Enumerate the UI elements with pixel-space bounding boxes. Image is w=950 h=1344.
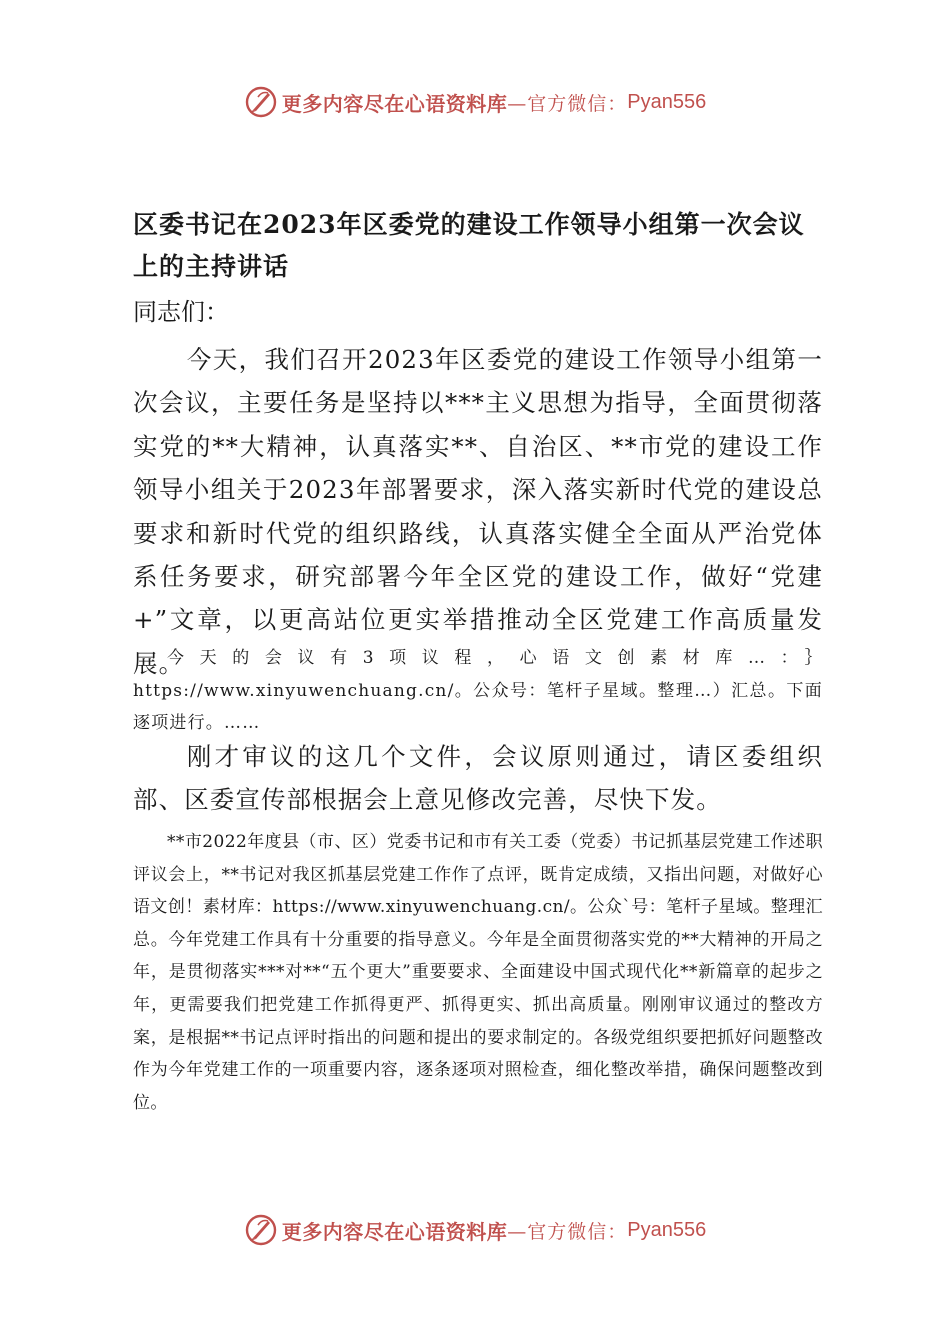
banner-wechat-id: Pyan556	[627, 90, 707, 113]
paragraph-rectification: **市2022年度县（市、区）党委书记和市有关工委（党委）书记抓基层党建工作述职评议会上，**书记对我区抓基层党建工作作了点评，既肯定成绩，又指出问题，对做好心语文创！素材库：https://www.xinyuwenchuang.cn/。公众`号：笔杆子星域。整理汇总。今年党建工作具有十分重要的指导意义。今年是全面贯彻落实党的**大精神的开局之年，是贯彻落实***对**“五个更大”重要要求、全面建设中国式现代化**新篇章的起步之年，更需要我们把党建工作抓得更严、抓得更实、抓出高质量。刚刚审议通过的整改方案，是根据**书记点评时指出的问题和提出的要求制定的。各级党组织要把抓好问题整改作为今年党建工作的一项重要内容，逐条逐项对照检查，细化整改举措，确保问题整改到位。	[133, 832, 823, 1113]
footer-banner	[0, 1208, 950, 1252]
banner-text-main: 更多内容尽在心语资料库	[281, 91, 508, 116]
banner-text-wechat-label: —官方微信：	[507, 92, 628, 115]
greeting: 同志们：	[133, 298, 229, 326]
paragraph-agenda: 今天的会议有3项议程，心语文创素材库…：｝https://www.xinyuwenchuang.cn/。公众号：笔杆子星域。整理…）汇总。下面逐项进行。……	[133, 648, 823, 734]
quill-logo-icon	[244, 1213, 278, 1247]
paragraph-approval: 刚才审议的这几个文件，会议原则通过，请区委组织部、区委宣传部根据会上意见修改完善，尽快下发。	[133, 742, 823, 815]
paragraph-opening: 今天，我们召开2023年区委党的建设工作领导小组第一次会议，主要任务是坚持以***主义思想为指导，全面贯彻落实党的**大精神，认真落实**、自治区、**市党的建设工作领导小组关于2023年部署要求，深入落实新时代党的建设总要求和新时代党的组织路线，认真落实健全全面从严治党体系任务要求，研究部署今年全区党的建设工作，做好“党建+”文章，以更高站位更实举措推动全区党建工作高质量发展。	[133, 345, 823, 678]
header-banner	[0, 80, 950, 124]
banner-text-wechat-label: —官方微信：	[507, 1220, 628, 1243]
banner-wechat-id: Pyan556	[627, 1218, 707, 1241]
quill-logo-icon	[244, 85, 278, 119]
banner-text-main: 更多内容尽在心语资料库	[281, 1219, 508, 1244]
document-title: 区委书记在2023年区委党的建设工作领导小组第一次会议上的主持讲话	[133, 210, 805, 281]
